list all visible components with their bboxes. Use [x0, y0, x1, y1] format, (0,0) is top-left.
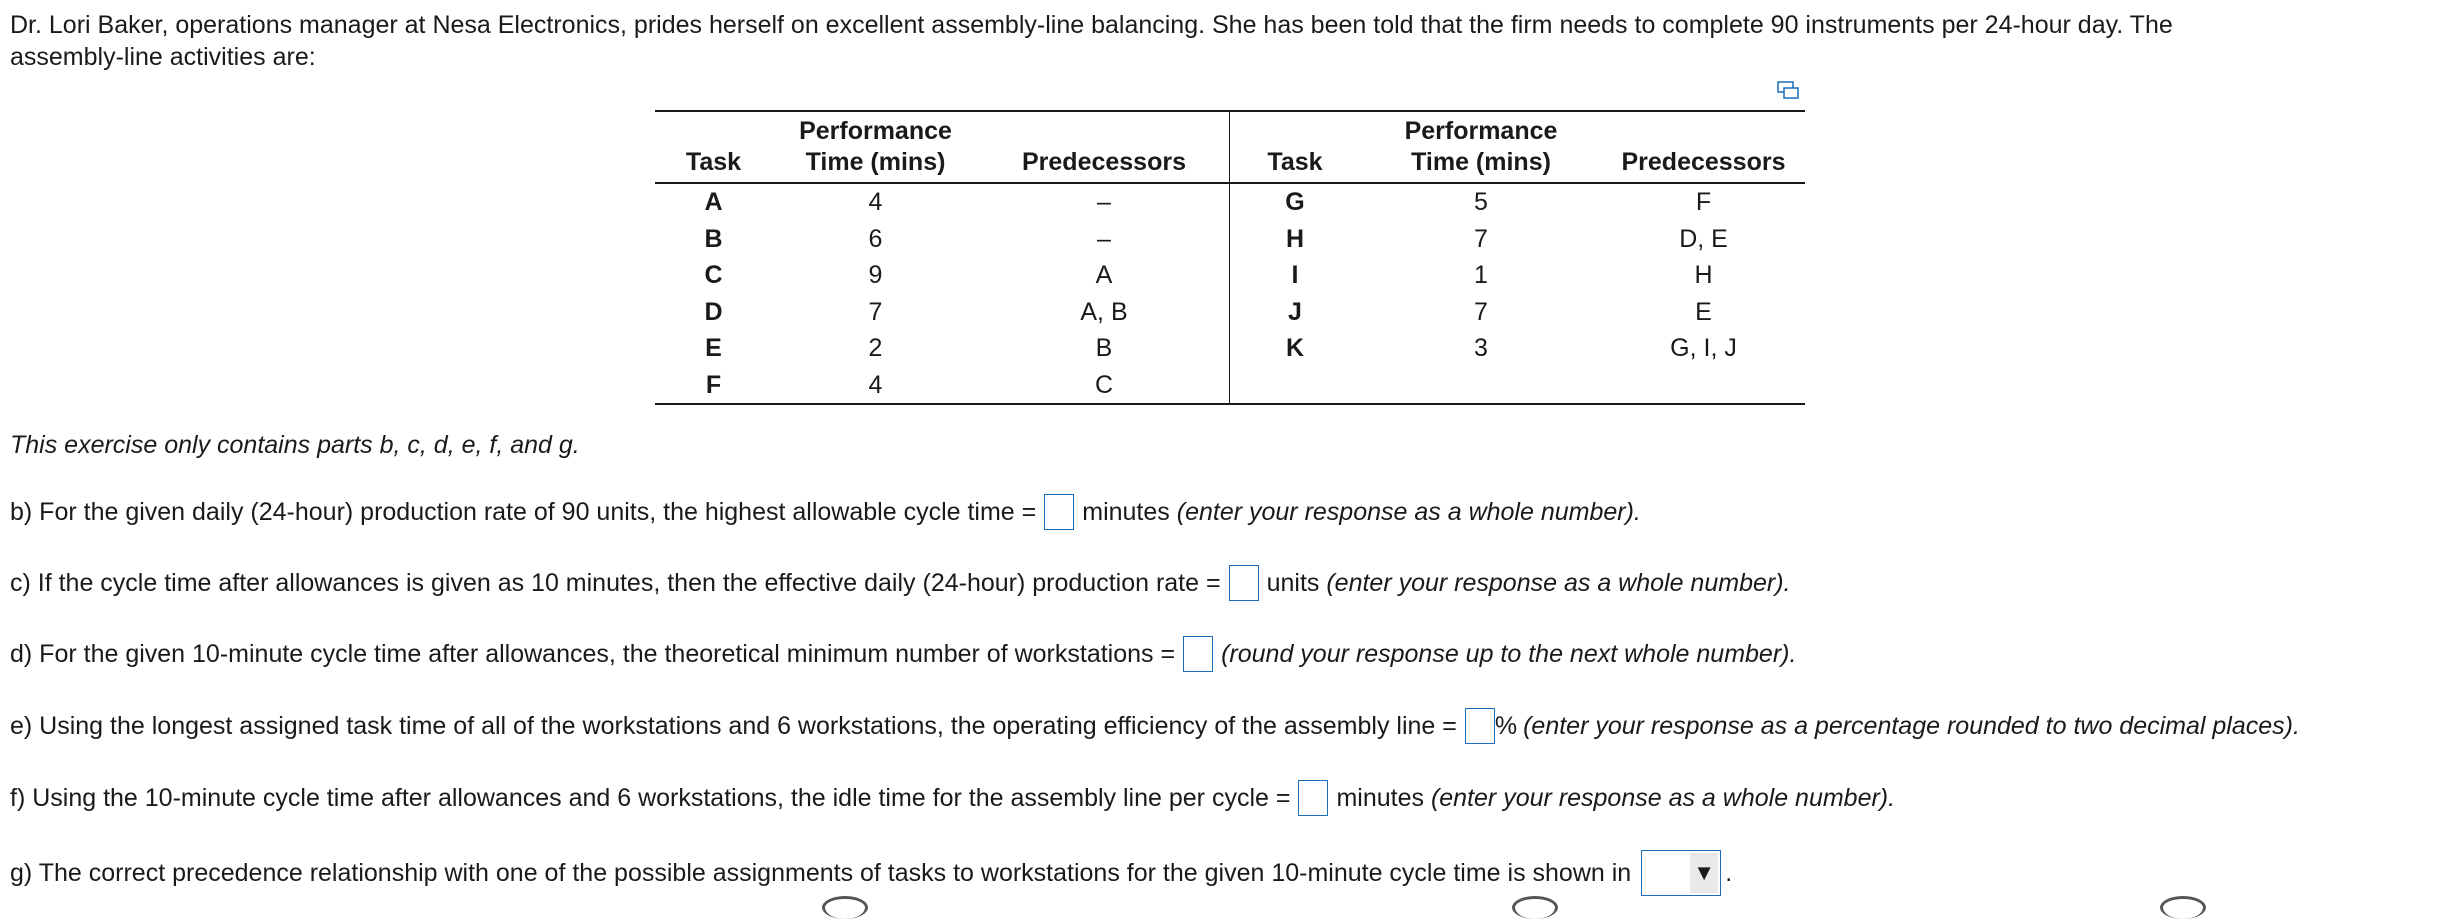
copy-table-icon[interactable] [1776, 80, 1800, 100]
task-cell: F [655, 367, 772, 405]
predecessors-cell: G, I, J [1670, 334, 1737, 363]
header-performance-time: Performance Time (mins) [772, 111, 979, 183]
table-header-row [655, 111, 1805, 183]
question-e: e) Using the longest assigned task time of all of the workstations and 6 workstations, the operating efficiency of the assembly line = % (enter your response as a percentage rounded to two decimal places). [10, 708, 2300, 744]
table-row [655, 183, 1805, 221]
header-task: Task [655, 111, 772, 183]
predecessors-cell: C [979, 367, 1230, 405]
task-cell: H [1285, 224, 1305, 253]
question-g: g) The correct precedence relationship with one of the possible assignments of tasks to workstations for the given 10-minute cycle time is shown in ▼ . [10, 850, 1732, 896]
time-cell: 4 [772, 367, 979, 405]
predecessors-cell: A [979, 257, 1230, 294]
predecessors-cell: B [979, 330, 1230, 367]
task-cell: D [704, 297, 723, 326]
time-cell: 3 [1474, 334, 1488, 363]
answer-f-input[interactable] [1298, 780, 1328, 816]
option-radio-icon[interactable] [822, 896, 868, 919]
predecessors-cell: H [1694, 261, 1713, 290]
exercise-note: This exercise only contains parts b, c, d, e, f, and g. [10, 431, 580, 459]
assembly-activities-table [655, 110, 1805, 405]
answer-b-input[interactable] [1044, 494, 1074, 530]
header-predecessors: Predecessors [979, 111, 1230, 183]
header-predecessors: Predecessors [1602, 111, 1805, 183]
predecessors-cell: A, B [979, 294, 1230, 331]
option-radio-icon[interactable] [1512, 896, 1558, 919]
problem-intro [10, 9, 2440, 73]
task-cell [1230, 367, 1361, 405]
question-c: c) If the cycle time after allowances is given as 10 minutes, then the effective daily (24-hour) production rate = units (enter your response as a whole number). [10, 565, 1790, 601]
intro-line-1: Dr. Lori Baker, operations manager at Nesa Electronics, prides herself on excellent assembly-line balancing. She has been told that the firm needs to complete 90 instruments per 24-hour day. The [10, 11, 2173, 39]
task-cell: I [1291, 261, 1299, 290]
predecessors-cell: – [979, 183, 1230, 221]
predecessors-cell: E [1695, 297, 1712, 326]
answer-d-input[interactable] [1183, 636, 1213, 672]
time-cell: 4 [868, 188, 883, 217]
table-row [655, 221, 1805, 258]
predecessors-cell: – [979, 221, 1230, 258]
answer-c-input[interactable] [1229, 565, 1259, 601]
table-row [655, 330, 1805, 367]
time-cell [1360, 367, 1602, 405]
time-cell: 9 [868, 261, 883, 290]
option-radio-icon[interactable] [2160, 896, 2206, 919]
question-d: d) For the given 10-minute cycle time after allowances, the theoretical minimum number of workstations = (round your response up to the next whole number). [10, 636, 1796, 672]
predecessors-cell [1602, 367, 1805, 405]
table-row [655, 257, 1805, 294]
header-task: Task [1230, 111, 1361, 183]
time-cell: 5 [1474, 188, 1488, 217]
task-cell: A [704, 188, 723, 217]
intro-line-2: assembly-line activities are: [10, 43, 316, 71]
task-cell: K [1285, 334, 1305, 363]
time-cell: 7 [868, 297, 883, 326]
table-row [655, 367, 1805, 405]
task-cell: E [705, 334, 722, 363]
question-f: f) Using the 10-minute cycle time after allowances and 6 workstations, the idle time for the assembly line per cycle = minutes (enter your response as a whole number). [10, 780, 1895, 816]
task-cell: B [704, 224, 723, 253]
answer-g-dropdown[interactable] [1641, 850, 1721, 896]
time-cell: 2 [868, 334, 883, 363]
predecessors-cell: F [1695, 188, 1712, 217]
predecessors-cell: D, E [1679, 224, 1728, 253]
question-b: b) For the given daily (24-hour) production rate of 90 units, the highest allowable cycle time = minutes (enter your response as a whole number). [10, 494, 1641, 530]
time-cell: 7 [1474, 297, 1488, 326]
time-cell: 6 [868, 224, 883, 253]
time-cell: 7 [1474, 224, 1488, 253]
time-cell: 1 [1474, 261, 1488, 290]
task-cell: C [704, 261, 723, 290]
task-cell: G [1285, 188, 1305, 217]
header-performance-time: Performance Time (mins) [1360, 111, 1602, 183]
dropdown-arrow-icon[interactable]: ▼ [1690, 853, 1718, 893]
task-cell: J [1288, 297, 1302, 326]
answer-e-input[interactable] [1465, 708, 1495, 744]
table-row [655, 294, 1805, 331]
